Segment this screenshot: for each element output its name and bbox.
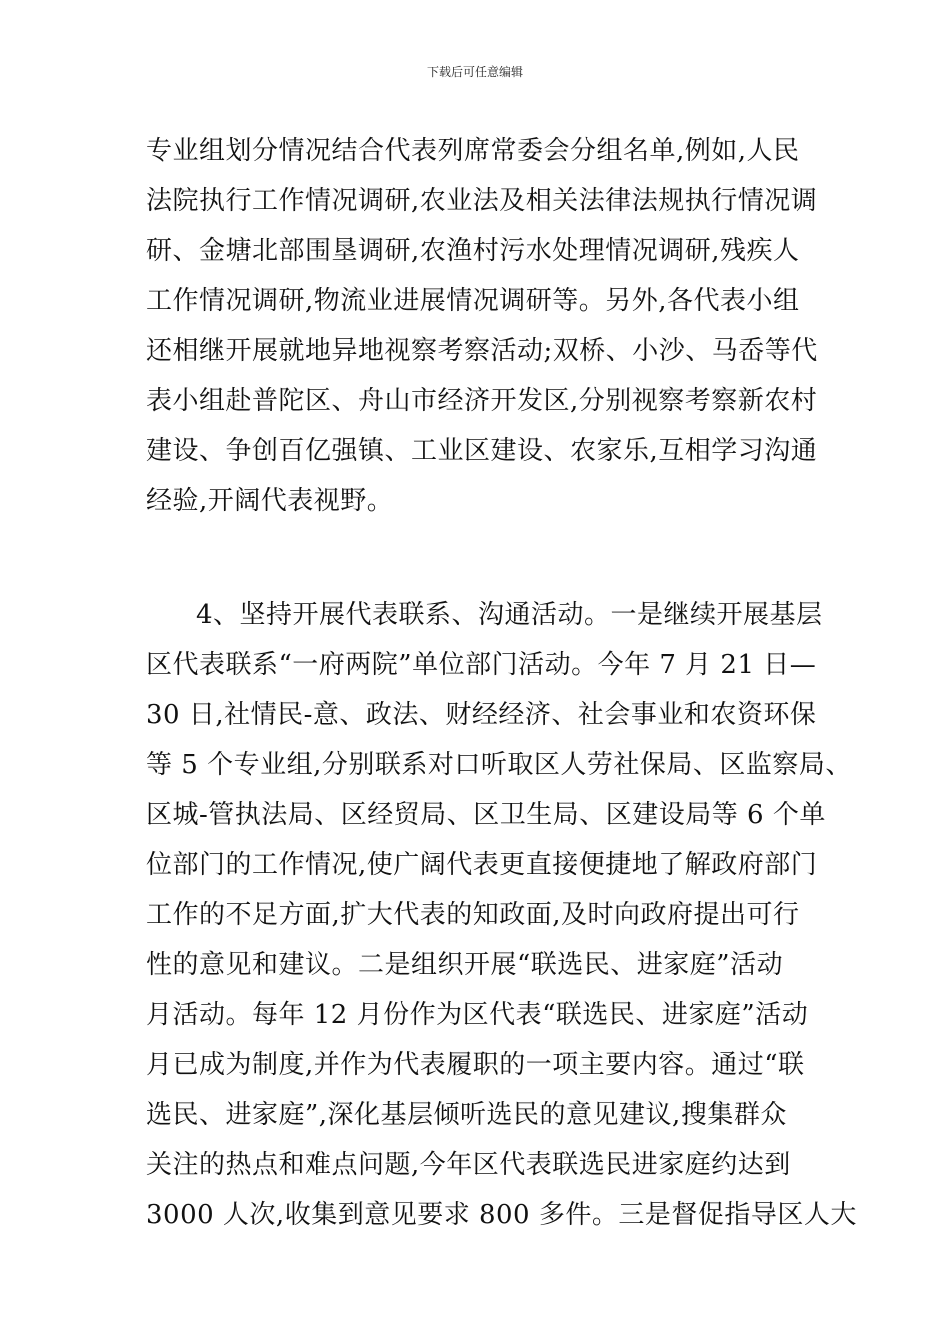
paragraph-1 <box>146 126 846 526</box>
document-body <box>146 126 857 1240</box>
paragraph-line: 3000 人次,收集到意见要求 800 多件。三是督促指导区人大 <box>146 1200 857 1230</box>
paragraph-line: 建设、争创百亿强镇、工业区建设、农家乐,互相学习沟通 <box>146 436 818 466</box>
paragraph-line: 研、金塘北部围垦调研,农渔村污水处理情况调研,残疾人 <box>146 236 800 266</box>
paragraph-line: 表小组赴普陀区、舟山市经济开发区,分别视察考察新农村 <box>146 386 818 416</box>
paragraph-line: 位部门的工作情况,使广阔代表更直接便捷地了解政府部门 <box>146 850 818 880</box>
paragraph-line: 区城-管执法局、区经贸局、区卫生局、区建设局等 6 个单 <box>146 800 826 830</box>
paragraph-line: 工作情况调研,物流业进展情况调研等。另外,各代表小组 <box>146 286 800 316</box>
paragraph-line: 区代表联系“一府两院”单位部门活动。今年 7 月 21 日— <box>146 650 817 680</box>
paragraph-line: 选民、进家庭”,深化基层倾听选民的意见建议,搜集群众 <box>146 1100 787 1130</box>
page-header: 下载后可任意编辑 <box>426 65 523 79</box>
paragraph-line: 30 日,社情民-意、政法、财经经济、社会事业和农资环保 <box>146 700 817 730</box>
paragraph-gap <box>146 526 846 590</box>
paragraph-line: 专业组划分情况结合代表列席常委会分组名单,例如,人民 <box>146 136 800 166</box>
paragraph-line: 性的意见和建议。二是组织开展“联选民、进家庭”活动 <box>146 950 784 980</box>
paragraph-2 <box>146 590 857 1240</box>
paragraph-line: 法院执行工作情况调研,农业法及相关法律法规执行情况调 <box>146 186 818 216</box>
paragraph-line: 月活动。每年 12 月份作为区代表“联选民、进家庭”活动 <box>146 1000 809 1030</box>
paragraph-line: 关注的热点和难点问题,今年区代表联选民进家庭约达到 <box>146 1150 791 1180</box>
paragraph-line: 还相继开展就地异地视察考察活动;双桥、小沙、马岙等代 <box>146 336 818 366</box>
paragraph-line: 经验,开阔代表视野。 <box>146 486 394 516</box>
paragraph-line: 工作的不足方面,扩大代表的知政面,及时向政府提出可行 <box>146 900 800 930</box>
paragraph-line: 等 5 个专业组,分别联系对口听取区人劳社保局、区监察局、 <box>146 750 852 780</box>
paragraph-line: 月已成为制度,并作为代表履职的一项主要内容。通过“联 <box>146 1050 805 1080</box>
paragraph-line: 4、坚持开展代表联系、沟通活动。一是继续开展基层 <box>196 600 823 630</box>
